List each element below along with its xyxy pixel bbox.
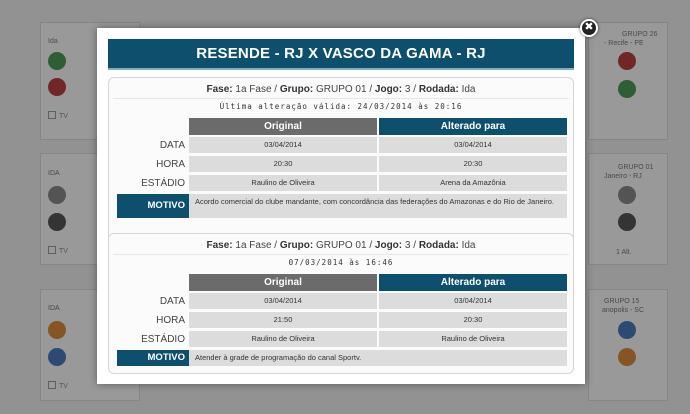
altered-stadium: Arena da Amazônia xyxy=(379,175,567,191)
card-info: anopolis - SC xyxy=(602,307,645,314)
card-info: GRUPO 01 xyxy=(618,164,654,171)
last-update: 07/03/2014 às 16:46 xyxy=(288,258,394,267)
tv-link[interactable]: TV xyxy=(48,381,68,390)
altered-time: 20:30 xyxy=(379,312,567,328)
motivo-text: Atender à grade de programação do canal Sportv. xyxy=(189,350,567,366)
column-altered: Alterado para xyxy=(379,118,567,135)
tv-link[interactable]: TV xyxy=(48,111,68,120)
card-label: IDA xyxy=(48,170,60,177)
original-date: 03/04/2014 xyxy=(189,137,377,153)
divider xyxy=(113,254,569,255)
card-label: Ida xyxy=(48,38,58,45)
altered-date: 03/04/2014 xyxy=(379,293,567,309)
column-altered: Alterado para xyxy=(379,274,567,291)
change-block xyxy=(108,233,574,374)
last-update: Última alteração válida: 24/03/2014 às 20:16 xyxy=(219,102,463,111)
column-original: Original xyxy=(189,118,377,135)
altered-date: 03/04/2014 xyxy=(379,137,567,153)
changes-count[interactable]: 1 Alt. xyxy=(616,249,632,256)
row-label-estadio: ESTÁDIO xyxy=(141,334,185,345)
column-original: Original xyxy=(189,274,377,291)
match-info: Fase: 1a Fase / Grupo: GRUPO 01 / Jogo: 3 / Rodada: Ida xyxy=(206,84,476,95)
original-time: 20:30 xyxy=(189,156,377,172)
card-info: Janeiro - RJ xyxy=(604,173,642,180)
card-info: GRUPO 15 xyxy=(604,298,640,305)
altered-stadium: Raulino de Oliveira xyxy=(379,331,567,347)
row-label-data: DATA xyxy=(159,296,185,307)
match-info: Fase: 1a Fase / Grupo: GRUPO 01 / Jogo: 3 / Rodada: Ida xyxy=(206,240,476,251)
card-info: GRUPO 26 xyxy=(622,31,658,38)
match-changes-modal xyxy=(97,28,585,384)
row-label-estadio: ESTÁDIO xyxy=(141,178,185,189)
divider xyxy=(113,98,569,99)
card-label: IDA xyxy=(48,305,60,312)
original-date: 03/04/2014 xyxy=(189,293,377,309)
tv-link[interactable]: TV xyxy=(48,246,68,255)
row-label-data: DATA xyxy=(159,140,185,151)
modal-title: RESENDE - RJ X VASCO DA GAMA - RJ xyxy=(108,39,574,70)
original-stadium: Raulino de Oliveira xyxy=(189,331,377,347)
close-icon[interactable]: ✖ xyxy=(580,19,598,37)
change-block xyxy=(108,77,574,253)
motivo-label: MOTIVO xyxy=(117,350,189,366)
row-label-hora: HORA xyxy=(156,315,185,326)
motivo-label: MOTIVO xyxy=(117,194,189,218)
card-info: - Recife - PE xyxy=(604,40,644,47)
original-stadium: Raulino de Oliveira xyxy=(189,175,377,191)
row-label-hora: HORA xyxy=(156,159,185,170)
motivo-text: Acordo comercial do clube mandante, com concordância das federações do Amazonas e do Rio de Janeiro. xyxy=(189,194,567,218)
altered-time: 20:30 xyxy=(379,156,567,172)
original-time: 21:50 xyxy=(189,312,377,328)
